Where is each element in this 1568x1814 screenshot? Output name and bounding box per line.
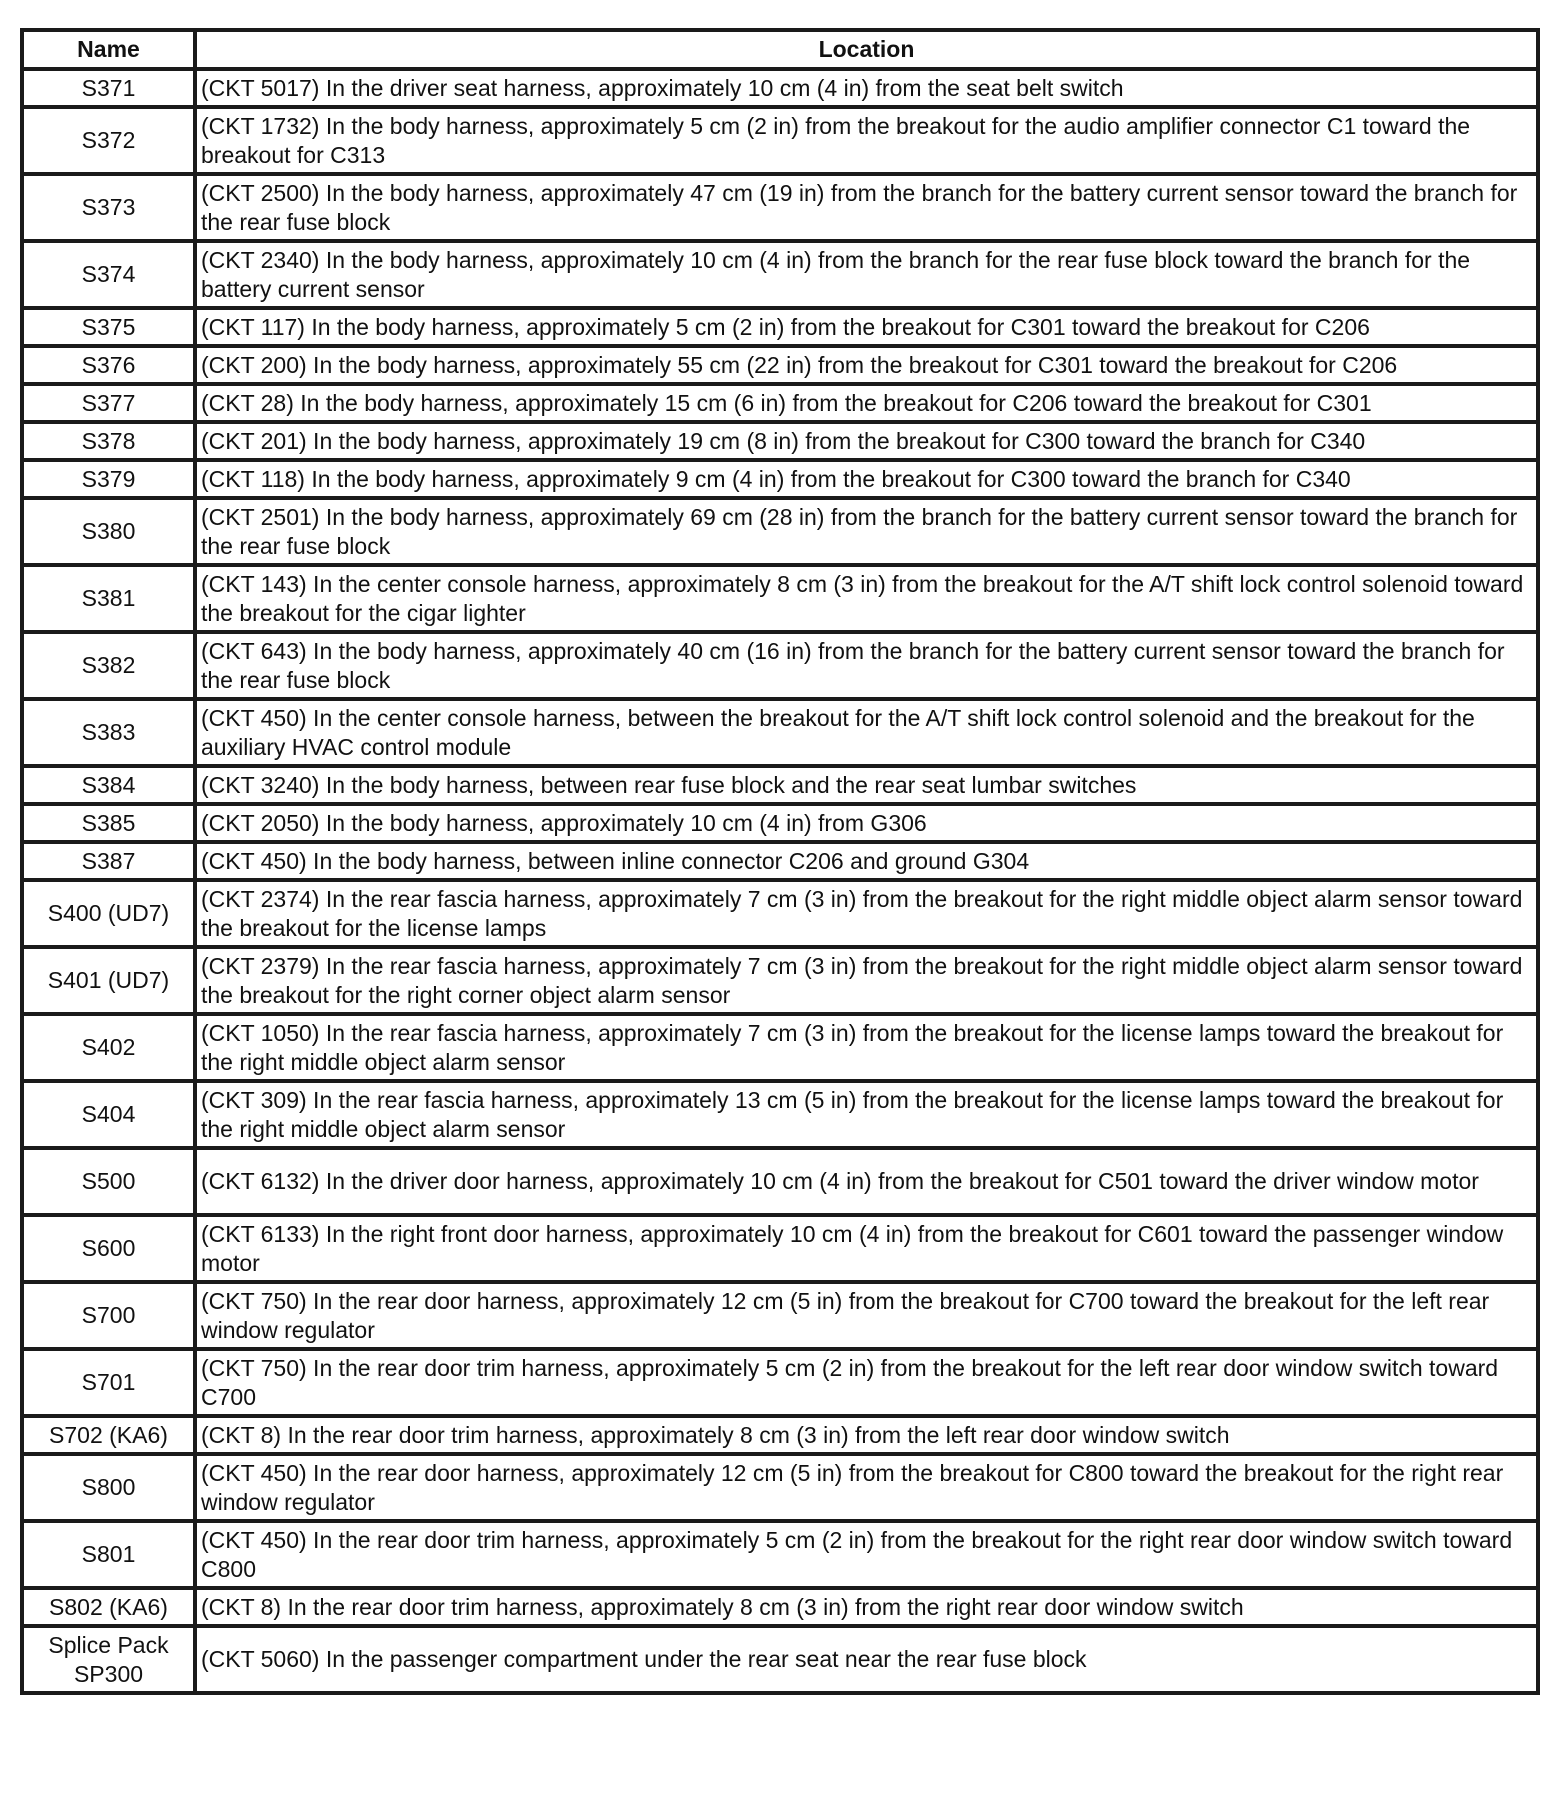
splice-location: (CKT 643) In the body harness, approximately 40 cm (16 in) from the branch for the battery current sensor toward the branch for the rear fuse block <box>195 632 1538 699</box>
table-row <box>22 1282 1538 1349</box>
table-row <box>22 174 1538 241</box>
splice-location: (CKT 2374) In the rear fascia harness, approximately 7 cm (3 in) from the breakout for the right middle object alarm sensor toward the breakout for the license lamps <box>195 880 1538 947</box>
splice-location: (CKT 450) In the body harness, between inline connector C206 and ground G304 <box>195 842 1538 880</box>
splice-location-table <box>20 28 1540 1695</box>
table-row <box>22 947 1538 1014</box>
table-row <box>22 1081 1538 1148</box>
splice-name: S387 <box>22 842 195 880</box>
splice-location: (CKT 450) In the center console harness, between the breakout for the A/T shift lock control solenoid and the breakout for the auxiliary HVAC control module <box>195 699 1538 766</box>
splice-name: S372 <box>22 107 195 174</box>
splice-name: S400 (UD7) <box>22 880 195 947</box>
splice-location: (CKT 2340) In the body harness, approximately 10 cm (4 in) from the branch for the rear fuse block toward the branch for the battery current sensor <box>195 241 1538 308</box>
table-body <box>22 69 1538 1693</box>
splice-name: S701 <box>22 1349 195 1416</box>
splice-name: S401 (UD7) <box>22 947 195 1014</box>
splice-name: S379 <box>22 460 195 498</box>
splice-location: (CKT 5017) In the driver seat harness, approximately 10 cm (4 in) from the seat belt switch <box>195 69 1538 107</box>
splice-location: (CKT 450) In the rear door harness, approximately 12 cm (5 in) from the breakout for C800 toward the breakout for the right rear window regulator <box>195 1454 1538 1521</box>
splice-name: S700 <box>22 1282 195 1349</box>
splice-location: (CKT 2050) In the body harness, approximately 10 cm (4 in) from G306 <box>195 804 1538 842</box>
splice-name: S376 <box>22 346 195 384</box>
splice-location: (CKT 2501) In the body harness, approximately 69 cm (28 in) from the branch for the battery current sensor toward the branch for the rear fuse block <box>195 498 1538 565</box>
table-row <box>22 766 1538 804</box>
splice-name: S385 <box>22 804 195 842</box>
splice-location: (CKT 8) In the rear door trim harness, approximately 8 cm (3 in) from the right rear door window switch <box>195 1588 1538 1626</box>
splice-location: (CKT 2379) In the rear fascia harness, approximately 7 cm (3 in) from the breakout for the right middle object alarm sensor toward the breakout for the right corner object alarm sensor <box>195 947 1538 1014</box>
splice-name: S800 <box>22 1454 195 1521</box>
splice-name: S378 <box>22 422 195 460</box>
header-location: Location <box>195 30 1538 69</box>
splice-name: S371 <box>22 69 195 107</box>
header-name: Name <box>22 30 195 69</box>
table-row <box>22 1014 1538 1081</box>
splice-name: S381 <box>22 565 195 632</box>
splice-location: (CKT 117) In the body harness, approximately 5 cm (2 in) from the breakout for C301 toward the breakout for C206 <box>195 308 1538 346</box>
splice-location: (CKT 5060) In the passenger compartment under the rear seat near the rear fuse block <box>195 1626 1538 1693</box>
splice-location: (CKT 750) In the rear door trim harness, approximately 5 cm (2 in) from the breakout for the left rear door window switch toward C700 <box>195 1349 1538 1416</box>
splice-location: (CKT 28) In the body harness, approximately 15 cm (6 in) from the breakout for C206 toward the breakout for C301 <box>195 384 1538 422</box>
splice-name: S373 <box>22 174 195 241</box>
table-row <box>22 842 1538 880</box>
table-row <box>22 565 1538 632</box>
splice-name: S383 <box>22 699 195 766</box>
splice-location: (CKT 6133) In the right front door harness, approximately 10 cm (4 in) from the breakout for C601 toward the passenger window motor <box>195 1215 1538 1282</box>
splice-name: S377 <box>22 384 195 422</box>
splice-name: S375 <box>22 308 195 346</box>
splice-location: (CKT 3240) In the body harness, between rear fuse block and the rear seat lumbar switches <box>195 766 1538 804</box>
splice-name: S500 <box>22 1148 195 1215</box>
table-row <box>22 1148 1538 1215</box>
table-row <box>22 1454 1538 1521</box>
splice-location: (CKT 118) In the body harness, approximately 9 cm (4 in) from the breakout for C300 toward the branch for C340 <box>195 460 1538 498</box>
splice-location: (CKT 450) In the rear door trim harness, approximately 5 cm (2 in) from the breakout for the right rear door window switch toward C800 <box>195 1521 1538 1588</box>
table-row <box>22 460 1538 498</box>
table-row <box>22 241 1538 308</box>
splice-name: S600 <box>22 1215 195 1282</box>
splice-location: (CKT 309) In the rear fascia harness, approximately 13 cm (5 in) from the breakout for the license lamps toward the breakout for the right middle object alarm sensor <box>195 1081 1538 1148</box>
splice-location: (CKT 750) In the rear door harness, approximately 12 cm (5 in) from the breakout for C700 toward the breakout for the left rear window regulator <box>195 1282 1538 1349</box>
table-row <box>22 1626 1538 1693</box>
table-row <box>22 69 1538 107</box>
table-row <box>22 308 1538 346</box>
table-row <box>22 699 1538 766</box>
table-row <box>22 498 1538 565</box>
splice-location: (CKT 8) In the rear door trim harness, approximately 8 cm (3 in) from the left rear door window switch <box>195 1416 1538 1454</box>
splice-name: S374 <box>22 241 195 308</box>
splice-location: (CKT 1732) In the body harness, approximately 5 cm (2 in) from the breakout for the audio amplifier connector C1 toward the breakout for C313 <box>195 107 1538 174</box>
splice-name: S382 <box>22 632 195 699</box>
splice-name: S402 <box>22 1014 195 1081</box>
splice-name: S802 (KA6) <box>22 1588 195 1626</box>
table-row <box>22 384 1538 422</box>
table-row <box>22 632 1538 699</box>
header-row <box>22 30 1538 69</box>
splice-location: (CKT 6132) In the driver door harness, approximately 10 cm (4 in) from the breakout for C501 toward the driver window motor <box>195 1148 1538 1215</box>
table-row <box>22 346 1538 384</box>
splice-name: S801 <box>22 1521 195 1588</box>
splice-name: Splice Pack SP300 <box>22 1626 195 1693</box>
table-row <box>22 1521 1538 1588</box>
splice-name: S380 <box>22 498 195 565</box>
table-row <box>22 422 1538 460</box>
table-row <box>22 1588 1538 1626</box>
table-row <box>22 1416 1538 1454</box>
splice-location: (CKT 143) In the center console harness, approximately 8 cm (3 in) from the breakout for the A/T shift lock control solenoid toward the breakout for the cigar lighter <box>195 565 1538 632</box>
table-row <box>22 1215 1538 1282</box>
table-row <box>22 1349 1538 1416</box>
table-row <box>22 804 1538 842</box>
splice-location: (CKT 2500) In the body harness, approximately 47 cm (19 in) from the branch for the battery current sensor toward the branch for the rear fuse block <box>195 174 1538 241</box>
splice-location: (CKT 200) In the body harness, approximately 55 cm (22 in) from the breakout for C301 toward the breakout for C206 <box>195 346 1538 384</box>
splice-location: (CKT 1050) In the rear fascia harness, approximately 7 cm (3 in) from the breakout for the license lamps toward the breakout for the right middle object alarm sensor <box>195 1014 1538 1081</box>
splice-location: (CKT 201) In the body harness, approximately 19 cm (8 in) from the breakout for C300 toward the branch for C340 <box>195 422 1538 460</box>
table-row <box>22 107 1538 174</box>
splice-name: S384 <box>22 766 195 804</box>
table-row <box>22 880 1538 947</box>
splice-name: S404 <box>22 1081 195 1148</box>
splice-name: S702 (KA6) <box>22 1416 195 1454</box>
